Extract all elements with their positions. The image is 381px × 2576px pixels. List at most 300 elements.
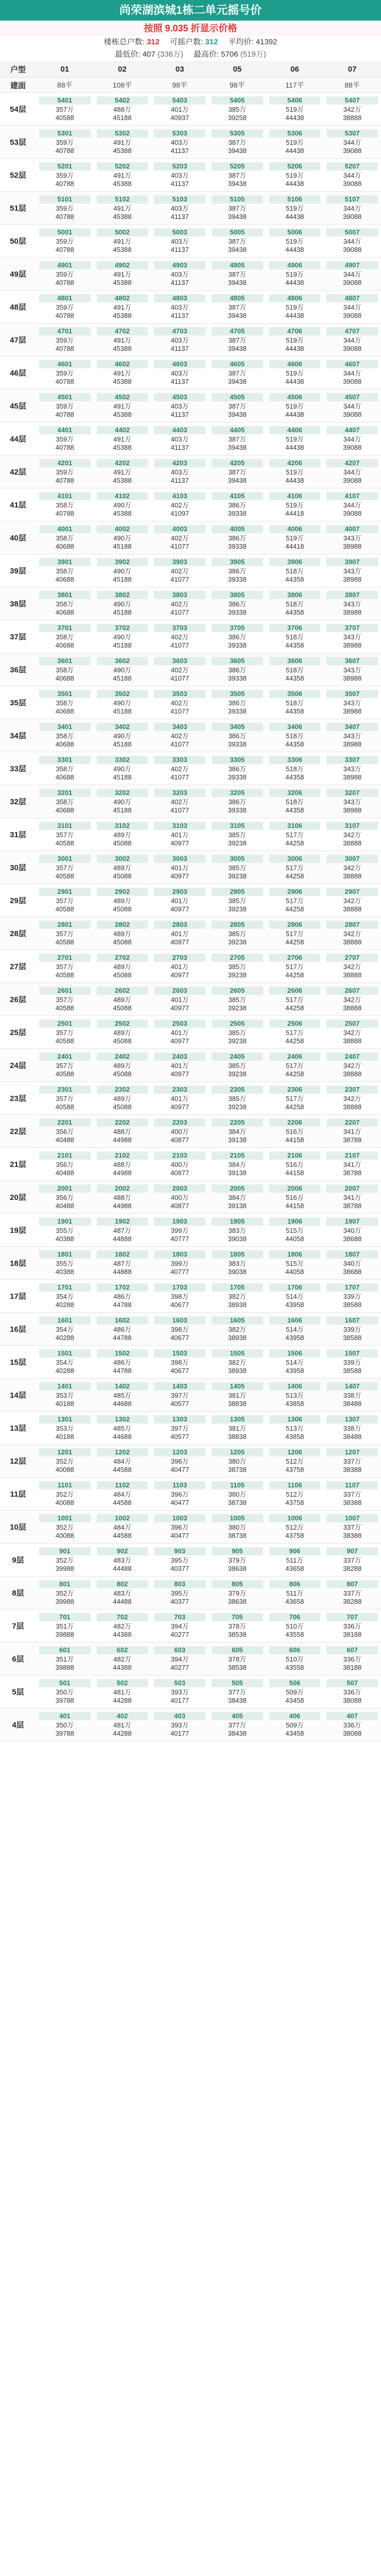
unit-cell[interactable]: [36, 983, 94, 1016]
unit-cell[interactable]: [36, 389, 94, 422]
unit-cell[interactable]: [266, 1577, 324, 1609]
unit-cell[interactable]: [323, 1115, 381, 1148]
unit-cell[interactable]: [209, 1511, 266, 1544]
unit-cell[interactable]: [323, 1675, 381, 1708]
unit-cell[interactable]: [209, 455, 266, 488]
unit-cell[interactable]: [36, 1247, 94, 1280]
unit-cell[interactable]: [36, 455, 94, 488]
unit-cell[interactable]: [151, 983, 209, 1016]
unit-cell[interactable]: [323, 225, 381, 258]
unit-cell[interactable]: [323, 1577, 381, 1609]
unit-cell[interactable]: [266, 1016, 324, 1049]
unit-cell[interactable]: [266, 488, 324, 521]
unit-cell[interactable]: [323, 1379, 381, 1412]
unit-cell[interactable]: [151, 554, 209, 587]
unit-cell[interactable]: [36, 785, 94, 818]
unit-cell[interactable]: [209, 1609, 266, 1642]
unit-cell[interactable]: [266, 455, 324, 488]
unit-cell[interactable]: [151, 1082, 209, 1115]
unit-cell[interactable]: [151, 1511, 209, 1544]
unit-cell[interactable]: [266, 1082, 324, 1115]
unit-cell[interactable]: [36, 324, 94, 357]
unit-cell[interactable]: [94, 1082, 151, 1115]
unit-cell[interactable]: [151, 686, 209, 719]
unit-cell[interactable]: [209, 1445, 266, 1478]
unit-cell[interactable]: [36, 1346, 94, 1379]
unit-cell[interactable]: [94, 1708, 151, 1741]
unit-cell[interactable]: [323, 818, 381, 851]
unit-cell[interactable]: [151, 785, 209, 818]
unit-cell[interactable]: [323, 1082, 381, 1115]
unit-cell[interactable]: [151, 1379, 209, 1412]
unit-cell[interactable]: [151, 950, 209, 983]
unit-cell[interactable]: [323, 884, 381, 917]
unit-cell[interactable]: [209, 620, 266, 653]
unit-cell[interactable]: [323, 258, 381, 291]
unit-cell[interactable]: [36, 488, 94, 521]
unit-cell[interactable]: [323, 126, 381, 159]
unit-cell[interactable]: [209, 653, 266, 686]
unit-cell[interactable]: [323, 159, 381, 192]
unit-cell[interactable]: [36, 1049, 94, 1082]
unit-cell[interactable]: [36, 1148, 94, 1181]
unit-cell[interactable]: [209, 258, 266, 291]
unit-cell[interactable]: [266, 785, 324, 818]
unit-cell[interactable]: [266, 1511, 324, 1544]
unit-cell[interactable]: [323, 1609, 381, 1642]
unit-cell[interactable]: [209, 1016, 266, 1049]
unit-cell[interactable]: [151, 159, 209, 192]
unit-cell[interactable]: [151, 1181, 209, 1214]
unit-cell[interactable]: [151, 587, 209, 620]
unit-cell[interactable]: [94, 1313, 151, 1346]
unit-cell[interactable]: [266, 1247, 324, 1280]
unit-cell[interactable]: [94, 1675, 151, 1708]
unit-cell[interactable]: [94, 554, 151, 587]
unit-cell[interactable]: [151, 126, 209, 159]
unit-cell[interactable]: [209, 1181, 266, 1214]
unit-cell[interactable]: [94, 1049, 151, 1082]
unit-cell[interactable]: [94, 225, 151, 258]
unit-cell[interactable]: [266, 126, 324, 159]
unit-cell[interactable]: [323, 686, 381, 719]
unit-cell[interactable]: [323, 1708, 381, 1741]
unit-cell[interactable]: [151, 1708, 209, 1741]
unit-cell[interactable]: [209, 126, 266, 159]
unit-cell[interactable]: [94, 785, 151, 818]
unit-cell[interactable]: [209, 1379, 266, 1412]
unit-cell[interactable]: [209, 1082, 266, 1115]
unit-cell[interactable]: [209, 225, 266, 258]
unit-cell[interactable]: [266, 851, 324, 884]
unit-cell[interactable]: [209, 1478, 266, 1511]
unit-cell[interactable]: [209, 1642, 266, 1675]
unit-cell[interactable]: [94, 1247, 151, 1280]
unit-cell[interactable]: [323, 917, 381, 950]
unit-cell[interactable]: [94, 1642, 151, 1675]
unit-cell[interactable]: [209, 917, 266, 950]
unit-cell[interactable]: [94, 159, 151, 192]
unit-cell[interactable]: [94, 1181, 151, 1214]
unit-cell[interactable]: [209, 422, 266, 455]
unit-cell[interactable]: [36, 225, 94, 258]
unit-cell[interactable]: [151, 291, 209, 324]
unit-cell[interactable]: [209, 324, 266, 357]
unit-cell[interactable]: [36, 126, 94, 159]
unit-cell[interactable]: [151, 851, 209, 884]
unit-cell[interactable]: [323, 1247, 381, 1280]
unit-cell[interactable]: [266, 389, 324, 422]
unit-cell[interactable]: [151, 1346, 209, 1379]
unit-cell[interactable]: [36, 1313, 94, 1346]
unit-cell[interactable]: [266, 884, 324, 917]
unit-cell[interactable]: [36, 1379, 94, 1412]
unit-cell[interactable]: [36, 587, 94, 620]
unit-cell[interactable]: [209, 1544, 266, 1577]
unit-cell[interactable]: [36, 357, 94, 389]
unit-cell[interactable]: [151, 258, 209, 291]
unit-cell[interactable]: [36, 1708, 94, 1741]
unit-cell[interactable]: [36, 950, 94, 983]
unit-cell[interactable]: [94, 653, 151, 686]
unit-cell[interactable]: [94, 917, 151, 950]
unit-cell[interactable]: [36, 1082, 94, 1115]
unit-cell[interactable]: [323, 950, 381, 983]
unit-cell[interactable]: [151, 389, 209, 422]
unit-cell[interactable]: [94, 752, 151, 785]
unit-cell[interactable]: [94, 983, 151, 1016]
unit-cell[interactable]: [94, 126, 151, 159]
unit-cell[interactable]: [323, 620, 381, 653]
unit-cell[interactable]: [323, 422, 381, 455]
unit-cell[interactable]: [151, 1675, 209, 1708]
unit-cell[interactable]: [323, 1642, 381, 1675]
unit-cell[interactable]: [266, 653, 324, 686]
unit-cell[interactable]: [323, 1280, 381, 1313]
unit-cell[interactable]: [323, 983, 381, 1016]
unit-cell[interactable]: [266, 1445, 324, 1478]
unit-cell[interactable]: [94, 422, 151, 455]
unit-cell[interactable]: [94, 455, 151, 488]
unit-cell[interactable]: [36, 719, 94, 752]
unit-cell[interactable]: [151, 1544, 209, 1577]
unit-cell[interactable]: [266, 1148, 324, 1181]
unit-cell[interactable]: [151, 192, 209, 225]
unit-cell[interactable]: [266, 950, 324, 983]
unit-cell[interactable]: [94, 521, 151, 554]
unit-cell[interactable]: [36, 1016, 94, 1049]
unit-cell[interactable]: [209, 291, 266, 324]
unit-cell[interactable]: [209, 521, 266, 554]
unit-cell[interactable]: [323, 192, 381, 225]
unit-cell[interactable]: [323, 851, 381, 884]
unit-cell[interactable]: [323, 1478, 381, 1511]
unit-cell[interactable]: [36, 159, 94, 192]
unit-cell[interactable]: [36, 851, 94, 884]
unit-cell[interactable]: [323, 357, 381, 389]
unit-cell[interactable]: [151, 818, 209, 851]
unit-cell[interactable]: [36, 620, 94, 653]
unit-cell[interactable]: [36, 1412, 94, 1445]
unit-cell[interactable]: [36, 291, 94, 324]
unit-cell[interactable]: [151, 719, 209, 752]
unit-cell[interactable]: [323, 93, 381, 126]
unit-cell[interactable]: [94, 1214, 151, 1247]
unit-cell[interactable]: [266, 159, 324, 192]
unit-cell[interactable]: [266, 1412, 324, 1445]
unit-cell[interactable]: [94, 884, 151, 917]
unit-cell[interactable]: [209, 851, 266, 884]
unit-cell[interactable]: [266, 357, 324, 389]
unit-cell[interactable]: [266, 620, 324, 653]
unit-cell[interactable]: [209, 686, 266, 719]
unit-cell[interactable]: [151, 324, 209, 357]
unit-cell[interactable]: [209, 1280, 266, 1313]
unit-cell[interactable]: [266, 324, 324, 357]
unit-cell[interactable]: [94, 851, 151, 884]
unit-cell[interactable]: [36, 917, 94, 950]
unit-cell[interactable]: [209, 1412, 266, 1445]
unit-cell[interactable]: [209, 1346, 266, 1379]
unit-cell[interactable]: [94, 620, 151, 653]
unit-cell[interactable]: [94, 258, 151, 291]
unit-cell[interactable]: [36, 1642, 94, 1675]
unit-cell[interactable]: [151, 1280, 209, 1313]
unit-cell[interactable]: [266, 554, 324, 587]
unit-cell[interactable]: [209, 1115, 266, 1148]
unit-cell[interactable]: [323, 1313, 381, 1346]
unit-cell[interactable]: [151, 1412, 209, 1445]
unit-cell[interactable]: [266, 587, 324, 620]
unit-cell[interactable]: [209, 719, 266, 752]
unit-cell[interactable]: [323, 653, 381, 686]
unit-cell[interactable]: [266, 521, 324, 554]
unit-cell[interactable]: [94, 324, 151, 357]
unit-cell[interactable]: [36, 1115, 94, 1148]
unit-cell[interactable]: [36, 258, 94, 291]
unit-cell[interactable]: [323, 1049, 381, 1082]
unit-cell[interactable]: [36, 422, 94, 455]
unit-cell[interactable]: [323, 1016, 381, 1049]
unit-cell[interactable]: [266, 1313, 324, 1346]
unit-cell[interactable]: [36, 818, 94, 851]
unit-cell[interactable]: [209, 192, 266, 225]
unit-cell[interactable]: [151, 1577, 209, 1609]
unit-cell[interactable]: [266, 1115, 324, 1148]
unit-cell[interactable]: [94, 1280, 151, 1313]
unit-cell[interactable]: [151, 422, 209, 455]
unit-cell[interactable]: [151, 1214, 209, 1247]
unit-cell[interactable]: [36, 1214, 94, 1247]
unit-cell[interactable]: [209, 1708, 266, 1741]
unit-cell[interactable]: [266, 1609, 324, 1642]
unit-cell[interactable]: [36, 1280, 94, 1313]
unit-cell[interactable]: [266, 1379, 324, 1412]
unit-cell[interactable]: [266, 422, 324, 455]
unit-cell[interactable]: [323, 1148, 381, 1181]
unit-cell[interactable]: [209, 1675, 266, 1708]
unit-cell[interactable]: [323, 554, 381, 587]
unit-cell[interactable]: [266, 1544, 324, 1577]
unit-cell[interactable]: [266, 917, 324, 950]
unit-cell[interactable]: [209, 159, 266, 192]
unit-cell[interactable]: [94, 1379, 151, 1412]
unit-cell[interactable]: [266, 1280, 324, 1313]
unit-cell[interactable]: [323, 291, 381, 324]
unit-cell[interactable]: [323, 752, 381, 785]
unit-cell[interactable]: [151, 1478, 209, 1511]
unit-cell[interactable]: [209, 1148, 266, 1181]
unit-cell[interactable]: [151, 1313, 209, 1346]
unit-cell[interactable]: [266, 719, 324, 752]
unit-cell[interactable]: [209, 357, 266, 389]
unit-cell[interactable]: [36, 554, 94, 587]
unit-cell[interactable]: [151, 93, 209, 126]
unit-cell[interactable]: [266, 983, 324, 1016]
unit-cell[interactable]: [94, 719, 151, 752]
unit-cell[interactable]: [94, 587, 151, 620]
unit-cell[interactable]: [209, 587, 266, 620]
unit-cell[interactable]: [94, 818, 151, 851]
unit-cell[interactable]: [323, 1181, 381, 1214]
unit-cell[interactable]: [94, 950, 151, 983]
unit-cell[interactable]: [151, 1016, 209, 1049]
unit-cell[interactable]: [151, 884, 209, 917]
unit-cell[interactable]: [151, 357, 209, 389]
unit-cell[interactable]: [36, 521, 94, 554]
unit-cell[interactable]: [94, 93, 151, 126]
unit-cell[interactable]: [266, 1708, 324, 1741]
unit-cell[interactable]: [266, 1478, 324, 1511]
unit-cell[interactable]: [323, 1346, 381, 1379]
unit-cell[interactable]: [266, 752, 324, 785]
unit-cell[interactable]: [266, 1346, 324, 1379]
unit-cell[interactable]: [209, 983, 266, 1016]
unit-cell[interactable]: [209, 1313, 266, 1346]
unit-cell[interactable]: [36, 1544, 94, 1577]
unit-cell[interactable]: [151, 455, 209, 488]
unit-cell[interactable]: [36, 1609, 94, 1642]
unit-cell[interactable]: [151, 1609, 209, 1642]
unit-cell[interactable]: [323, 1214, 381, 1247]
unit-cell[interactable]: [323, 1511, 381, 1544]
unit-cell[interactable]: [36, 752, 94, 785]
unit-cell[interactable]: [151, 1247, 209, 1280]
unit-cell[interactable]: [151, 752, 209, 785]
unit-cell[interactable]: [151, 917, 209, 950]
unit-cell[interactable]: [94, 1148, 151, 1181]
unit-cell[interactable]: [209, 950, 266, 983]
unit-cell[interactable]: [266, 291, 324, 324]
unit-cell[interactable]: [151, 620, 209, 653]
unit-cell[interactable]: [209, 884, 266, 917]
unit-cell[interactable]: [209, 389, 266, 422]
unit-cell[interactable]: [151, 488, 209, 521]
unit-cell[interactable]: [323, 1445, 381, 1478]
unit-cell[interactable]: [94, 1577, 151, 1609]
unit-cell[interactable]: [209, 1247, 266, 1280]
unit-cell[interactable]: [209, 818, 266, 851]
unit-cell[interactable]: [266, 93, 324, 126]
unit-cell[interactable]: [266, 225, 324, 258]
unit-cell[interactable]: [323, 324, 381, 357]
unit-cell[interactable]: [94, 1412, 151, 1445]
unit-cell[interactable]: [94, 1445, 151, 1478]
unit-cell[interactable]: [209, 1214, 266, 1247]
unit-cell[interactable]: [209, 554, 266, 587]
unit-cell[interactable]: [323, 455, 381, 488]
unit-cell[interactable]: [94, 1544, 151, 1577]
unit-cell[interactable]: [266, 192, 324, 225]
unit-cell[interactable]: [36, 93, 94, 126]
unit-cell[interactable]: [94, 357, 151, 389]
unit-cell[interactable]: [36, 653, 94, 686]
unit-cell[interactable]: [151, 225, 209, 258]
unit-cell[interactable]: [323, 1412, 381, 1445]
unit-cell[interactable]: [323, 1544, 381, 1577]
unit-cell[interactable]: [323, 785, 381, 818]
unit-cell[interactable]: [209, 1049, 266, 1082]
unit-cell[interactable]: [151, 1148, 209, 1181]
unit-cell[interactable]: [94, 1346, 151, 1379]
unit-cell[interactable]: [36, 1181, 94, 1214]
unit-cell[interactable]: [94, 192, 151, 225]
unit-cell[interactable]: [323, 488, 381, 521]
unit-cell[interactable]: [94, 1511, 151, 1544]
unit-cell[interactable]: [94, 1016, 151, 1049]
unit-cell[interactable]: [209, 93, 266, 126]
unit-cell[interactable]: [323, 389, 381, 422]
unit-cell[interactable]: [36, 1511, 94, 1544]
unit-cell[interactable]: [266, 1675, 324, 1708]
unit-cell[interactable]: [266, 258, 324, 291]
unit-cell[interactable]: [151, 653, 209, 686]
unit-cell[interactable]: [323, 719, 381, 752]
unit-cell[interactable]: [209, 488, 266, 521]
unit-cell[interactable]: [94, 686, 151, 719]
unit-cell[interactable]: [94, 291, 151, 324]
unit-cell[interactable]: [36, 884, 94, 917]
unit-cell[interactable]: [266, 1181, 324, 1214]
unit-cell[interactable]: [36, 1478, 94, 1511]
unit-cell[interactable]: [151, 1115, 209, 1148]
unit-cell[interactable]: [266, 1642, 324, 1675]
unit-cell[interactable]: [266, 818, 324, 851]
unit-cell[interactable]: [209, 752, 266, 785]
unit-cell[interactable]: [94, 488, 151, 521]
unit-cell[interactable]: [36, 686, 94, 719]
unit-cell[interactable]: [36, 1445, 94, 1478]
unit-cell[interactable]: [94, 1478, 151, 1511]
unit-cell[interactable]: [151, 1049, 209, 1082]
unit-cell[interactable]: [94, 1609, 151, 1642]
unit-cell[interactable]: [323, 587, 381, 620]
unit-cell[interactable]: [266, 1049, 324, 1082]
unit-cell[interactable]: [209, 785, 266, 818]
unit-cell[interactable]: [151, 1642, 209, 1675]
unit-cell[interactable]: [94, 1115, 151, 1148]
unit-cell[interactable]: [266, 1214, 324, 1247]
unit-cell[interactable]: [94, 389, 151, 422]
unit-cell[interactable]: [36, 1577, 94, 1609]
unit-cell[interactable]: [36, 1675, 94, 1708]
unit-cell[interactable]: [151, 521, 209, 554]
unit-cell[interactable]: [36, 192, 94, 225]
unit-cell[interactable]: [209, 1577, 266, 1609]
unit-cell[interactable]: [266, 686, 324, 719]
unit-cell[interactable]: [151, 1445, 209, 1478]
unit-cell[interactable]: [323, 521, 381, 554]
